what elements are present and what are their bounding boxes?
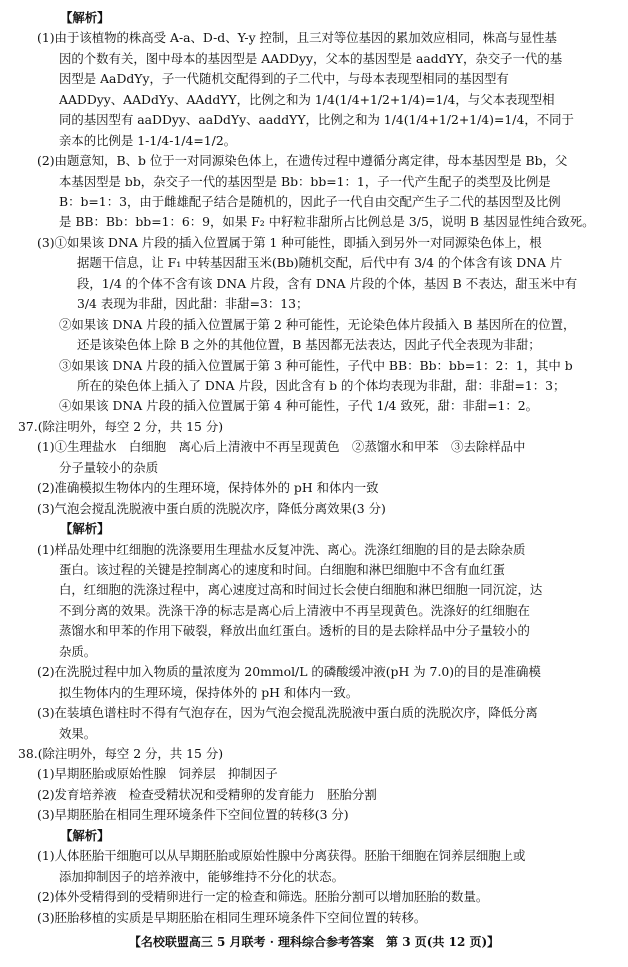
- q37-answer-1-line: 分子量较小的杂质: [59, 459, 159, 475]
- q37-analysis-2-line: (2)在洗脱过程中加入物质的量浓度为 20mmol/L 的磷酸缓冲液(pH 为 7.0)的目的是准确模: [37, 664, 541, 680]
- q36-analysis-1-line: 因型是 AaDdYy，子一代随机交配得到的子二代中，与母本表现型相同的基因型有: [59, 71, 509, 87]
- q37-answer-3: (3)气泡会搅乱洗脱液中蛋白质的洗脱次序，降低分离效果(3 分): [37, 500, 386, 516]
- q37-analysis-1-line: 白，红细胞的洗涤过程中，离心速度过高和时间过长会使白细胞和淋巴细胞一同沉淀，达: [59, 582, 543, 598]
- q36-analysis-2-line: B：b=1：3，由于雌雄配子结合是随机的，因此子一代自由交配产生子二代的基因型及比例: [59, 194, 561, 209]
- q37-analysis-1-line: 不到分离的效果。洗涤干净的标志是离心后上清液中不再呈现黄色。洗涤好的红细胞在: [59, 602, 530, 618]
- q36-analysis-3-line: 段，1/4 的个体不含有该 DNA 片段，含有 DNA 片段的个体，基因 B 不表达，甜玉米中有: [77, 275, 578, 291]
- q36-analysis-1-line: (1)由于该植物的株高受 A-a、D-d、Y-y 控制，且三对等位基因的累加效应相同，株高与显性基: [37, 30, 557, 46]
- q36-analysis-3-line: 3/4 表现为非甜，因此甜：非甜=3：13；: [77, 296, 309, 312]
- q37-analysis-1-line: 杂质。: [59, 643, 97, 659]
- analysis-heading: 【解析】: [60, 521, 110, 537]
- q38-analysis-1-line: (1)人体胚胎干细胞可以从早期胚胎或原始性腺中分离获得。胚胎干细胞在饲养层细胞上或: [37, 848, 526, 864]
- q37-analysis-1-line: (1)样品处理中红细胞的洗涤要用生理盐水反复冲洗、离心。洗涤红细胞的目的是去除杂质: [37, 541, 526, 557]
- q36-analysis-1-line: 同的基因型有 aaDDyy、aaDdYy、aaddYY，比例之和为 1/4(1/4+1/2+1/4)=1/4，不同于: [59, 112, 574, 128]
- q36-analysis-1-line: AADDyy、AADdYy、AAddYY，比例之和为 1/4(1/4+1/2+1/4)=1/4，与父本表现型相: [59, 91, 555, 107]
- q38-heading: 38.(除注明外，每空 2 分，共 15 分): [18, 746, 224, 761]
- q36-analysis-2-line: (2)由题意知，B、b 位于一对同源染色体上，在遗传过程中遵循分离定律，母本基因型是 Bb，父: [37, 153, 568, 169]
- q37-answer-2: (2)准确模拟生物体内的生理环境，保持体外的 pH 和体内一致: [37, 480, 379, 496]
- q36-analysis-3-line: 还是该染色体上除 B 之外的其他位置，B 基因都无法表达，因此子代全表现为非甜；: [77, 337, 541, 353]
- q37-analysis-1-line: 蛋白。该过程的关键是控制离心的速度和时间。白细胞和淋巴细胞中不含有血红蛋: [59, 562, 506, 577]
- q37-answer-1-line: (1)①生理盐水 白细胞 离心后上清液中不再呈现黄色 ②蒸馏水和甲苯 ③去除样品中: [37, 439, 526, 455]
- q38-analysis-1-line: 添加抑制因子的培养液中，能够维持不分化的状态。: [59, 868, 344, 884]
- q36-analysis-1-line: 亲本的比例是 1-1/4-1/4=1/2。: [59, 132, 237, 148]
- q37-analysis-3-line: (3)在装填色谱柱时不得有气泡存在，因为气泡会搅乱洗脱液中蛋白质的洗脱次序，降低分离: [37, 705, 538, 721]
- q38-analysis-3: (3)胚胎移植的实质是早期胚胎在相同生理环境条件下空间位置的转移。: [37, 909, 427, 925]
- q37-analysis-2-line: 拟生物体内的生理环境，保持体外的 pH 和体内一致。: [59, 684, 359, 700]
- q36-analysis-3-line: 所在的染色体上插入了 DNA 片段，因此含有 b 的个体均表现为非甜，甜：非甜=1：3；: [77, 378, 566, 393]
- q36-analysis-1-line: 因的个数有关，图中母本的基因型是 AADDyy，父本的基因型是 aaddYY，杂交子一代的基: [59, 50, 563, 66]
- q36-analysis-3-line: ②如果该 DNA 片段的插入位置属于第 2 种可能性，无论染色体片段插入 B 基因所在的位置，: [59, 316, 576, 332]
- q36-analysis-3-line: ③如果该 DNA 片段的插入位置属于第 3 种可能性，子代中 BB：Bb：bb=1：2：1，其中 b: [59, 357, 573, 373]
- q38-answer-3: (3)早期胚胎在相同生理环境条件下空间位置的转移(3 分): [37, 807, 349, 823]
- q37-heading: 37.(除注明外，每空 2 分，共 15 分): [18, 418, 224, 434]
- q38-answer-2: (2)发育培养液 检查受精状况和受精卵的发育能力 胚胎分割: [37, 786, 377, 802]
- q36-analysis-3-line: ④如果该 DNA 片段的插入位置属于第 4 种可能性，子代 1/4 致死，甜：非甜=1：2。: [59, 398, 539, 414]
- q37-analysis-3-line: 效果。: [59, 725, 97, 741]
- q36-analysis-3-line: 据题干信息，让 F₁ 中转基因甜玉米(Bb)随机交配，后代中有 3/4 的个体含有该 DNA 片: [77, 255, 563, 271]
- page-footer: 【名校联盟高三 5 月联考 · 理科综合参考答案 第 3 页(共 12 页)】: [128, 935, 500, 949]
- q36-analysis-2-line: 本基因型是 bb，杂交子一代的基因型是 Bb：bb=1：1，子一代产生配子的类型及比例是: [59, 173, 551, 189]
- q36-analysis-3-line: (3)①如果该 DNA 片段的插入位置属于第 1 种可能性，即插入到另外一对同源染色体上，根: [37, 234, 542, 250]
- q37-analysis-1-line: 蒸馏水和甲苯的作用下破裂，释放出血红蛋白。透析的目的是去除样品中分子量较小的: [59, 623, 530, 639]
- q38-answer-1: (1)早期胚胎或原始性腺 饲养层 抑制因子: [37, 766, 278, 782]
- q36-analysis-2-line: 是 BB：Bb：bb=1：6：9，如果 F₂ 中籽粒非甜所占比例总是 3/5，说明 B 基因显性纯合致死。: [59, 214, 595, 230]
- q38-analysis-2: (2)体外受精得到的受精卵进行一定的检查和筛选。胚胎分割可以增加胚胎的数量。: [37, 889, 489, 905]
- analysis-heading: 【解析】: [60, 827, 110, 843]
- analysis-heading: 【解析】: [60, 10, 110, 25]
